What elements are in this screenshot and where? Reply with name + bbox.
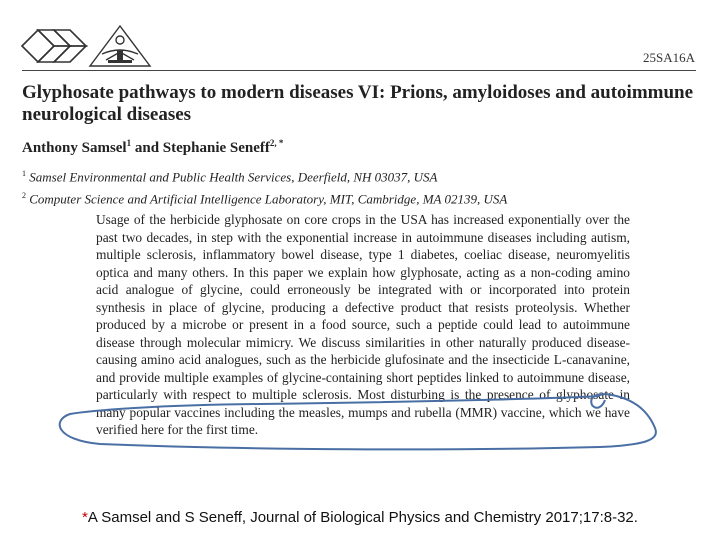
affiliation-mark: 1 bbox=[22, 169, 26, 178]
affiliation-text: Computer Science and Artificial Intelligence Laboratory, MIT, Cambridge, MA 02139, USA bbox=[29, 191, 508, 207]
affiliation-mark: 2, * bbox=[269, 138, 284, 148]
affiliation-mark: 1 bbox=[126, 138, 132, 148]
affiliation-mark: 2 bbox=[22, 191, 26, 201]
author-name: Anthony Samsel bbox=[22, 140, 127, 156]
citation bbox=[0, 509, 720, 526]
author-list bbox=[22, 138, 283, 157]
header-rule bbox=[22, 70, 696, 71]
affiliation-text: Samsel Environmental and Public Health Services, Deerfield, NH 03037, USA bbox=[29, 169, 438, 185]
article-id: 25SA16A bbox=[642, 50, 695, 65]
citation-star: * bbox=[82, 509, 88, 526]
affiliation-line bbox=[22, 164, 662, 186]
author-joiner: and bbox=[131, 140, 163, 156]
abstract-text: Usage of the herbicide glyphosate on core crops in the USA has increased exponentially over the past two decades, in step with the exponential increase in autoimmune diseases including autism, multiple sclerosis, inflammatory bowel disease, type 1 diabetes, coeliac disease, neuromyelitis optica and many others. In this paper we explain how glyphosate, acting as a non-coding amino acid analogue of glycine, could erroneously be integrated with or incorporated into protein synthesis in place of glycine, producing a defective product that resists proteolysis. Whether produced by a microbe or present in a food source, such a peptide could lead to autoimmune disease through molecular mimicry. We discuss similarities in other naturally produced disease-causing amino acid analogues, such as the herbicide glufosinate and the insecticide L-canavanine, and provide multiple examples of glycine-containing short peptides linked to autoimmune disease, particularly with respect to multiple sclerosis. Most disturbing is the presence of glyphosate in many popular vaccines including the measles, mumps and rubella (MMR) vaccine, which we have verified here for the first time. bbox=[96, 212, 630, 437]
citation-text: A Samsel and S Seneff, Journal of Biological Physics and Chemistry 2017;17:8-32. bbox=[87, 509, 638, 526]
paper-title: Glyphosate pathways to modern diseases VI: Prions, amyloidoses and autoimmune neurological diseases bbox=[22, 82, 694, 125]
affiliations bbox=[22, 164, 662, 209]
author-name: Stephanie Seneff bbox=[162, 140, 270, 156]
journal-logo-icon bbox=[20, 22, 155, 70]
affiliation-line bbox=[22, 186, 662, 208]
